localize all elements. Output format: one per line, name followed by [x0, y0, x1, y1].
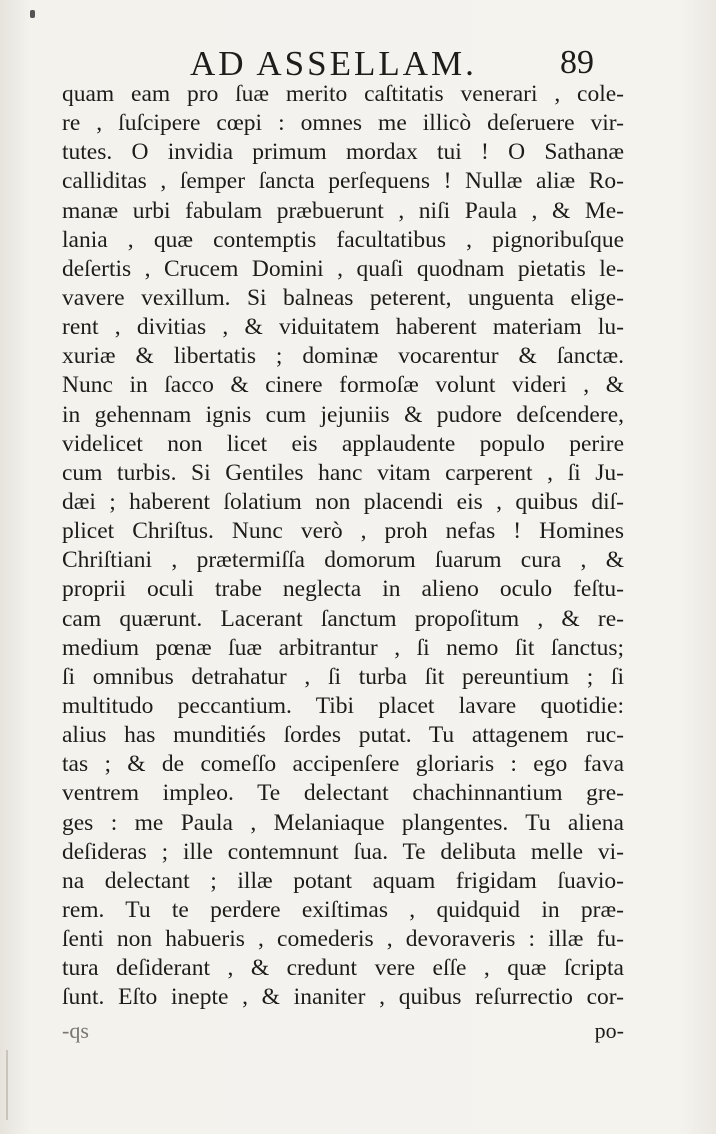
text-line: multitudo peccantium. Tibi placet lavare quotidie:: [62, 692, 624, 719]
text-line: Nunc in ſacco & cinere formoſæ volunt videri , &: [62, 372, 624, 399]
text-line: quam eam pro ſuæ merito caſtitatis venerari , cole-: [62, 81, 624, 107]
text-line: deſideras ; ille contemnunt ſua. Te delibuta melle vi-: [62, 838, 624, 865]
ink-speck: [30, 10, 35, 18]
text-line: tutes. O invidia primum mordax tui ! O Sathanæ: [62, 139, 624, 166]
text-line: ſunt. Eſto inepte , & inaniter , quibus reſurrectio cor-: [62, 984, 624, 1011]
text-line: calliditas , ſemper ſancta perſequens ! Nullæ aliæ Ro-: [62, 168, 624, 195]
text-line: re , ſuſcipere cœpi : omnes me illicò deſeruere vir-: [62, 110, 624, 137]
text-line: dæi ; haberent ſolatium non placendi eis , quibus diſ-: [62, 488, 624, 515]
page-footer: [62, 1018, 624, 1048]
text-line: ſi omnibus detrahatur , ſi turba ſit pereuntium ; ſi: [62, 663, 624, 690]
body-text: [62, 80, 624, 1013]
signature-mark: -qs: [62, 1018, 89, 1043]
text-line: Chriſtiani , prætermiſſa domorum ſuarum cura , &: [62, 547, 624, 574]
text-line: na delectant ; illæ potant aquam frigidam ſuavio-: [62, 867, 624, 894]
text-line: proprii oculi trabe neglecta in alieno oculo feſtu-: [62, 576, 624, 603]
text-line: tas ; & de comeſſo accipenſere gloriaris : ego fava: [62, 751, 624, 778]
catchword: po-: [594, 1018, 624, 1043]
text-line: ſenti non habueris , comederis , devoraveris : illæ fu-: [62, 926, 624, 953]
running-title: AD ASSELLAM.: [190, 44, 477, 83]
text-line: ventrem impleo. Te delectant chachinnantium gre-: [62, 780, 624, 807]
text-line: plicet Chriſtus. Nunc verò , proh nefas ! Homines: [62, 518, 624, 545]
text-line: xuriæ & libertatis ; dominæ vocarentur & ſanctæ.: [62, 343, 624, 370]
page-number: 89: [560, 44, 594, 81]
text-line: in gehennam ignis cum jejuniis & pudore deſcendere,: [62, 401, 624, 428]
text-line: deſertis , Crucem Domini , quaſi quodnam pietatis le-: [62, 255, 624, 282]
text-line: vavere vexillum. Si balneas peterent, unguenta elige-: [62, 284, 624, 311]
text-line: medium pœnæ ſuæ arbitrantur , ſi nemo ſit ſanctus;: [62, 634, 624, 661]
text-line: rent , divitias , & viduitatem haberent materiam lu-: [62, 314, 624, 341]
page-edge: [6, 1050, 8, 1120]
text-line: videlicet non licet eis applaudente populo perire: [62, 430, 624, 457]
text-line: alius has munditiés ſordes putat. Tu attagenem ruc-: [62, 722, 624, 749]
text-line: tura deſiderant , & credunt vere eſſe , quæ ſcripta: [62, 955, 624, 982]
text-line: manæ urbi fabulam præbuerunt , niſi Paula , & Me-: [62, 197, 624, 224]
text-line: cum turbis. Si Gentiles hanc vitam carperent , ſi Ju-: [62, 459, 624, 486]
text-line: lania , quæ contemptis facultatibus , pignoribuſque: [62, 226, 624, 253]
text-line: rem. Tu te perdere exiſtimas , quidquid in præ-: [62, 896, 624, 923]
text-line: ges : me Paula , Melaniaque plangentes. Tu aliena: [62, 809, 624, 836]
text-line: cam quærunt. Lacerant ſanctum propoſitum , & re-: [62, 605, 624, 632]
